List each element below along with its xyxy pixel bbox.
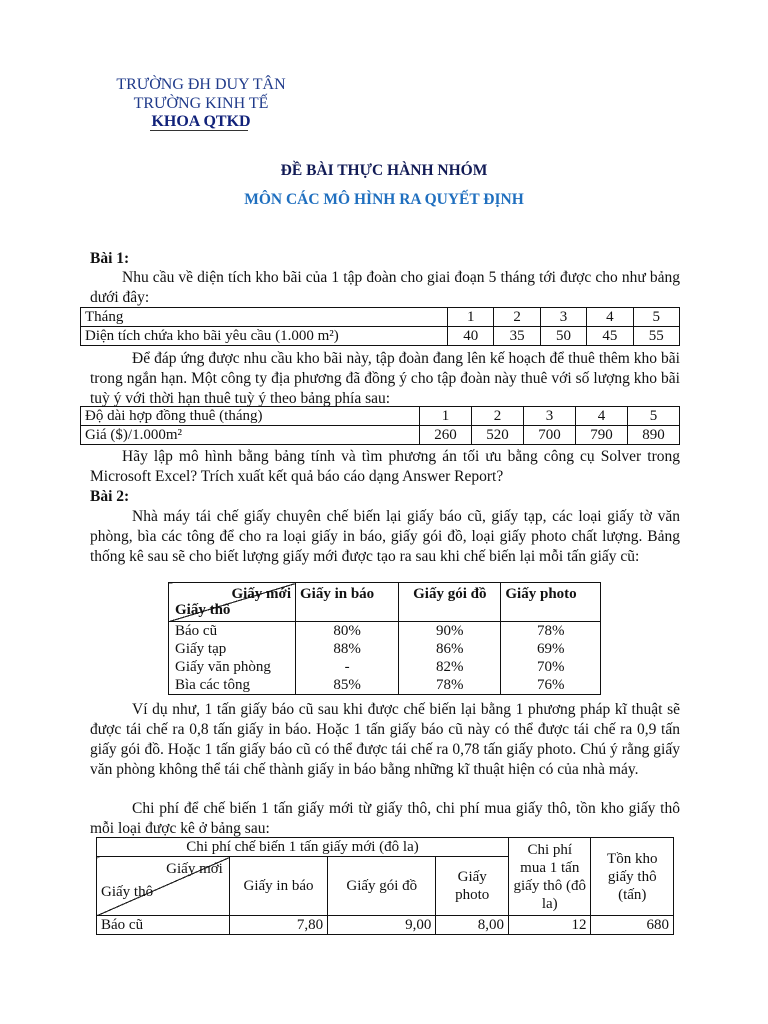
table-cell: 700 (524, 426, 576, 445)
table-cell: 1 (420, 407, 472, 426)
table-cell: 1 (448, 308, 494, 327)
table-row (97, 916, 674, 935)
table-cell: 7,80 (229, 916, 327, 935)
table-cell: 12 (509, 916, 591, 935)
table-cell: 680 (591, 916, 674, 935)
school-name: TRƯỜNG ĐH DUY TÂN (116, 76, 286, 93)
exercise-2-para2: Ví dụ như, 1 tấn giấy báo cũ sau khi được chế biến lại bằng 1 phương pháp kĩ thuật sẽ được tái chế ra 0,8 tấn giấy in báo. Hoặc 1 tấn giấy báo cũ này có thể được tái chế ra 0,9 tấn giấy gói đồ. Hoặc 1 tấn giấy báo cũ có thể được tái chế ra 0,78 tấn giấy photo. Chú ý rằng giấy văn phòng không thể tái chế thành giấy in báo bằng những kĩ thuật hiện có của nhà máy. (90, 701, 680, 778)
table-cell: 85% (296, 676, 399, 695)
department-name: KHOA QTKD (151, 113, 251, 130)
demand-table (80, 307, 680, 346)
recycling-yield-table (168, 582, 601, 695)
school-sub: TRƯỜNG KINH TẾ (133, 95, 269, 112)
table-row (169, 622, 601, 641)
table-row (81, 407, 680, 426)
table-row (169, 583, 601, 622)
exercise-1-para3: Hãy lập mô hình bằng bảng tính và tìm phương án tối ưu bằng công cụ Solver trong Microsoft Excel? Trích xuất kết quả báo cáo dạng Answer Report? (90, 448, 680, 485)
column-header: Giấy gói đồ (399, 583, 501, 622)
table-cell: Báo cũ (97, 916, 230, 935)
document-title: ĐỀ BÀI THỰC HÀNH NHÓM (280, 162, 488, 179)
table-cell: 890 (628, 426, 680, 445)
corner-label-new: Giấy mới (231, 586, 291, 602)
column-header: Giấy photo (501, 583, 601, 622)
table-cell: Độ dài hợp đồng thuê (tháng) (81, 407, 420, 426)
table-cell: 2 (472, 407, 524, 426)
table-cell: 3 (540, 308, 586, 327)
course-title: MÔN CÁC MÔ HÌNH RA QUYẾT ĐỊNH (244, 191, 524, 208)
table-cell: Giá ($)/1.000m² (81, 426, 420, 445)
table-cell: 80% (296, 622, 399, 641)
table-cell: Tháng (81, 308, 448, 327)
exercise-1-para2: Để đáp ứng được nhu cầu kho bãi này, tập đoàn đang lên kế hoạch để thuê thêm kho bãi trong ngắn hạn. Một công ty địa phương đã đồng ý cho tập đoàn này thuê với số lượng kho bãi tuỳ ý với thời hạn thuê tuỳ ý theo bảng phía sau: (90, 350, 680, 407)
table-cell: 45 (587, 327, 633, 346)
table-cell: 4 (576, 407, 628, 426)
column-header: Tồn kho giấy thô (tấn) (591, 838, 674, 916)
table-cell: - (296, 658, 399, 676)
table-cell: 55 (633, 327, 679, 346)
group-header: Chi phí chế biến 1 tấn giấy mới (đô la) (97, 838, 509, 857)
table-cell: 5 (633, 308, 679, 327)
table-cell: Bìa các tông (175, 677, 250, 693)
table-cell: 69% (501, 640, 601, 658)
table-cell: 82% (399, 658, 501, 676)
table-cell: 88% (296, 640, 399, 658)
table-cell: 4 (587, 308, 633, 327)
exercise-2-para3: Chi phí để chế biến 1 tấn giấy mới từ giấy thô, chi phí mua giấy thô, tồn kho giấy thô mỗi loại được kê ở bảng sau: (90, 800, 680, 837)
table-cell: Diện tích chứa kho bãi yêu cầu (1.000 m²) (81, 327, 448, 346)
exercise-2-heading: Bài 2: (90, 488, 130, 505)
exercise-1-intro: Nhu cầu về diện tích kho bãi của 1 tập đoàn cho giai đoạn 5 tháng tới được cho như bảng dưới đây: (90, 269, 680, 306)
table-row (81, 308, 680, 327)
table-cell: 90% (399, 622, 501, 641)
column-header: Giấy in báo (229, 857, 327, 916)
table-cell: Giấy văn phòng (175, 659, 271, 675)
table-cell: 260 (420, 426, 472, 445)
column-header: Chi phí mua 1 tấn giấy thô (đô la) (509, 838, 591, 916)
table-cell: Báo cũ (175, 623, 218, 639)
table-row (81, 426, 680, 445)
table-cell: 3 (524, 407, 576, 426)
table-cell: 9,00 (328, 916, 436, 935)
table-cell: 76% (501, 676, 601, 695)
table-cell: 86% (399, 640, 501, 658)
column-header: Giấy in báo (296, 583, 399, 622)
table-cell: 40 (448, 327, 494, 346)
corner-label-raw: Giấy thô (101, 884, 154, 900)
table-row (169, 658, 601, 676)
table-cell: 520 (472, 426, 524, 445)
table-cell: 790 (576, 426, 628, 445)
table-row (169, 676, 601, 695)
exercise-2-intro: Nhà máy tái chế giấy chuyên chế biến lại giấy báo cũ, giấy tạp, các loại giấy tờ văn phòng, bìa các tông để cho ra loại giấy in báo, giấy gói đồ, loại giấy photo chất lượng. Bảng thống kê sau sẽ cho biết lượng giấy mới được tạo ra sau khi chế biến lại mỗi tấn giấy cũ: (90, 508, 680, 565)
table-corner-cell (169, 583, 296, 622)
table-row (81, 327, 680, 346)
table-cell: 2 (494, 308, 540, 327)
table-cell: 35 (494, 327, 540, 346)
table-cell: 70% (501, 658, 601, 676)
corner-label-raw: Giấy thô (175, 602, 231, 618)
table-row (169, 640, 601, 658)
table-cell: 78% (501, 622, 601, 641)
table-row (97, 838, 674, 857)
table-cell: 50 (540, 327, 586, 346)
table-cell: 5 (628, 407, 680, 426)
column-header: Giấy gói đồ (328, 857, 436, 916)
corner-label-new: Giấy mới (166, 861, 223, 877)
lease-price-table (80, 406, 680, 445)
table-cell: Giấy tạp (175, 641, 227, 657)
table-corner-cell (97, 857, 230, 916)
table-cell: 8,00 (436, 916, 509, 935)
exercise-1-heading: Bài 1: (90, 250, 130, 267)
processing-cost-table (96, 837, 674, 935)
header-divider (150, 130, 248, 131)
column-header: Giấy photo (436, 857, 509, 916)
table-cell: 78% (399, 676, 501, 695)
